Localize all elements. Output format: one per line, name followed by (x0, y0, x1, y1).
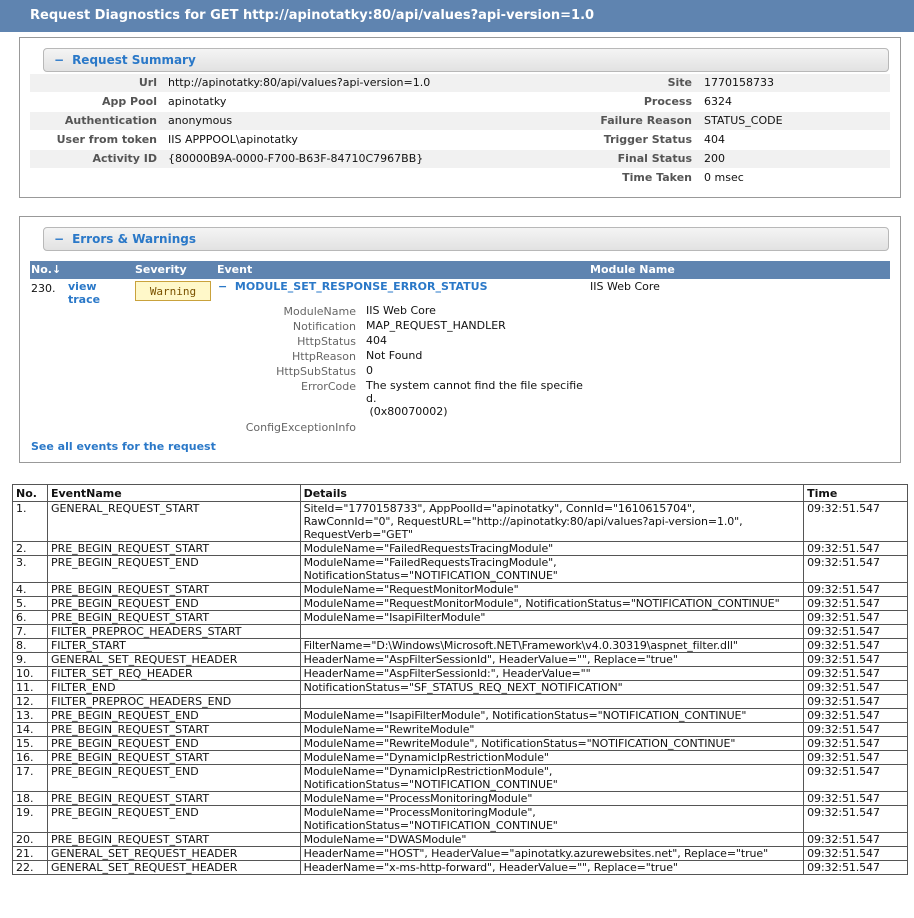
request-summary-header[interactable] (43, 48, 889, 72)
event-name-cell: PRE_BEGIN_REQUEST_START (47, 751, 300, 765)
summary-row-stripe (30, 150, 890, 168)
event-name-cell: FILTER_PREPROC_HEADERS_END (47, 695, 300, 709)
view-trace-line1[interactable]: view (68, 280, 97, 293)
event-time-cell: 09:32:51.547 (804, 556, 908, 583)
event-time-cell: 09:32:51.547 (804, 502, 908, 542)
events-table (12, 484, 908, 875)
error-detail-value (366, 364, 596, 377)
event-no-cell: 22. (13, 861, 48, 875)
event-name-cell: FILTER_PREPROC_HEADERS_START (47, 625, 300, 639)
event-time-cell: 09:32:51.547 (804, 765, 908, 792)
event-name-cell: GENERAL_SET_REQUEST_HEADER (47, 861, 300, 875)
event-details-cell: ModuleName="RequestMonitorModule", NotificationStatus="NOTIFICATION_CONTINUE" (300, 597, 804, 611)
col-event-name: EventName (47, 485, 300, 502)
event-collapse-icon[interactable]: − (218, 280, 228, 293)
table-row (13, 502, 908, 542)
event-no-cell: 13. (13, 709, 48, 723)
table-row (13, 792, 908, 806)
event-time-cell: 09:32:51.547 (804, 653, 908, 667)
summary-label: Final Status (617, 152, 692, 165)
event-no-cell: 2. (13, 542, 48, 556)
event-no-cell: 16. (13, 751, 48, 765)
event-time-cell: 09:32:51.547 (804, 667, 908, 681)
event-no-cell: 3. (13, 556, 48, 583)
errors-warnings-header[interactable] (43, 227, 889, 251)
summary-value: 1770158733 (704, 76, 774, 89)
event-name-cell: PRE_BEGIN_REQUEST_START (47, 792, 300, 806)
event-time-cell: 09:32:51.547 (804, 583, 908, 597)
event-time-cell: 09:32:51.547 (804, 639, 908, 653)
see-all-events-link[interactable]: See all events for the request (31, 440, 216, 453)
summary-value: anonymous (168, 114, 233, 127)
event-details-cell: ModuleName="IsapiFilterModule", NotificationStatus="NOTIFICATION_CONTINUE" (300, 709, 804, 723)
event-details-cell: HeaderName="AspFilterSessionId", HeaderValue="", Replace="true" (300, 653, 804, 667)
summary-label: Failure Reason (600, 114, 692, 127)
events-table-body (13, 502, 908, 875)
event-no-cell: 19. (13, 806, 48, 833)
event-details-cell: ModuleName="FailedRequestsTracingModule" (300, 542, 804, 556)
event-details-cell: ModuleName="IsapiFilterModule" (300, 611, 804, 625)
table-row (13, 556, 908, 583)
event-time-cell: 09:32:51.547 (804, 833, 908, 847)
event-no-cell: 20. (13, 833, 48, 847)
error-detail-value (366, 319, 596, 332)
summary-value: 404 (704, 133, 725, 146)
severity-warning-badge: Warning (135, 281, 211, 301)
page-title: Request Diagnostics for GET http://apinotatky:80/api/values?api-version=1.0 (0, 0, 914, 32)
event-no-cell: 14. (13, 723, 48, 737)
event-no-cell: 6. (13, 611, 48, 625)
errors-table-header (30, 261, 890, 279)
table-row (13, 861, 908, 875)
summary-label: Authentication (64, 114, 157, 127)
error-detail-text: Not Found (366, 349, 423, 362)
event-name-cell: PRE_BEGIN_REQUEST_START (47, 542, 300, 556)
error-detail-text: MAP_REQUEST_HANDLER (366, 319, 506, 332)
event-no-cell: 17. (13, 765, 48, 792)
event-name-cell: FILTER_START (47, 639, 300, 653)
event-no-cell: 10. (13, 667, 48, 681)
table-row (13, 583, 908, 597)
summary-label: Process (643, 95, 692, 108)
col-module-header: Module Name (590, 263, 675, 276)
request-summary-title: Request Summary (72, 53, 196, 67)
event-no-cell: 12. (13, 695, 48, 709)
summary-value: 200 (704, 152, 725, 165)
event-details-cell: ModuleName="DWASModule" (300, 833, 804, 847)
error-detail-label: Notification (292, 320, 356, 333)
request-summary-panel (19, 37, 901, 198)
event-details-cell: FilterName="D:\Windows\Microsoft.NET\Framework\v4.0.30319\aspnet_filter.dll" (300, 639, 804, 653)
table-row (13, 639, 908, 653)
error-detail-text: (0x80070002) (366, 405, 448, 418)
table-row (13, 737, 908, 751)
event-name-cell: PRE_BEGIN_REQUEST_START (47, 723, 300, 737)
event-details-cell: ModuleName="RequestMonitorModule" (300, 583, 804, 597)
error-detail-text: d. (366, 392, 377, 405)
error-detail-value (366, 304, 596, 317)
error-detail-value (366, 349, 596, 362)
summary-label: Trigger Status (603, 133, 692, 146)
event-details-cell: ModuleName="ProcessMonitoringModule" (300, 792, 804, 806)
table-row (13, 806, 908, 833)
col-time: Time (804, 485, 908, 502)
event-details-cell (300, 625, 804, 639)
event-time-cell: 09:32:51.547 (804, 861, 908, 875)
event-no-cell: 7. (13, 625, 48, 639)
event-time-cell: 09:32:51.547 (804, 723, 908, 737)
event-name-cell: PRE_BEGIN_REQUEST_END (47, 806, 300, 833)
summary-label: Time Taken (622, 171, 692, 184)
summary-value: {80000B9A-0000-F700-B63F-84710C7967BB} (168, 152, 424, 165)
table-row (13, 667, 908, 681)
table-row (13, 765, 908, 792)
summary-label: Url (138, 76, 157, 89)
table-row (13, 625, 908, 639)
event-name-cell: PRE_BEGIN_REQUEST_START (47, 611, 300, 625)
event-name-cell: PRE_BEGIN_REQUEST_START (47, 833, 300, 847)
error-detail-label: ErrorCode (301, 380, 356, 393)
event-name-cell: PRE_BEGIN_REQUEST_END (47, 597, 300, 611)
event-time-cell: 09:32:51.547 (804, 737, 908, 751)
error-detail-text: The system cannot find the file specifie (366, 379, 583, 392)
event-details-cell (300, 695, 804, 709)
event-time-cell: 09:32:51.547 (804, 806, 908, 833)
event-no-cell: 15. (13, 737, 48, 751)
summary-value: 0 msec (704, 171, 744, 184)
view-trace-link[interactable] (68, 280, 101, 306)
event-details-cell: HeaderName="x-ms-http-forward", HeaderValue="", Replace="true" (300, 861, 804, 875)
errors-warnings-panel (19, 216, 901, 463)
event-no-cell: 5. (13, 597, 48, 611)
summary-label: User from token (56, 133, 157, 146)
event-no-cell: 8. (13, 639, 48, 653)
event-time-cell: 09:32:51.547 (804, 695, 908, 709)
summary-label: Site (667, 76, 692, 89)
event-name-cell: PRE_BEGIN_REQUEST_END (47, 737, 300, 751)
event-no-cell: 21. (13, 847, 48, 861)
event-name-cell: FILTER_END (47, 681, 300, 695)
event-time-cell: 09:32:51.547 (804, 611, 908, 625)
summary-value: IIS APPPOOL\apinotatky (168, 133, 298, 146)
table-row (13, 695, 908, 709)
table-row (13, 847, 908, 861)
event-time-cell: 09:32:51.547 (804, 709, 908, 723)
summary-value: STATUS_CODE (704, 114, 783, 127)
error-number: 230. (31, 282, 56, 295)
event-time-cell: 09:32:51.547 (804, 625, 908, 639)
error-detail-text: IIS Web Core (366, 304, 436, 317)
summary-label: Activity ID (92, 152, 157, 165)
event-details-cell: ModuleName="FailedRequestsTracingModule", NotificationStatus="NOTIFICATION_CONTINUE" (300, 556, 804, 583)
error-detail-value (366, 334, 596, 347)
event-name-cell: PRE_BEGIN_REQUEST_END (47, 556, 300, 583)
module-name: IIS Web Core (590, 280, 660, 293)
event-name-cell: PRE_BEGIN_REQUEST_START (47, 583, 300, 597)
error-detail-label: HttpSubStatus (276, 365, 356, 378)
error-detail-value (366, 379, 596, 418)
event-no-cell: 11. (13, 681, 48, 695)
event-details-cell: ModuleName="RewriteModule", NotificationStatus="NOTIFICATION_CONTINUE" (300, 737, 804, 751)
event-time-cell: 09:32:51.547 (804, 847, 908, 861)
events-table-header-row (13, 485, 908, 502)
event-name[interactable]: MODULE_SET_RESPONSE_ERROR_STATUS (234, 280, 488, 293)
error-detail-label: HttpReason (292, 350, 356, 363)
summary-value: 6324 (704, 95, 732, 108)
error-detail-label: ConfigExceptionInfo (245, 421, 356, 434)
table-row (13, 751, 908, 765)
event-no-cell: 4. (13, 583, 48, 597)
event-time-cell: 09:32:51.547 (804, 597, 908, 611)
event-details-cell: HeaderName="AspFilterSessionId:", HeaderValue="" (300, 667, 804, 681)
table-row (13, 597, 908, 611)
table-row (13, 709, 908, 723)
event-details-cell: SiteId="1770158733", AppPoolId="apinotatky", ConnId="1610615704", RawConnId="0", RequestURL="http://apinotatky:80/api/values?api-version=1.0", RequestVerb="GET" (300, 502, 804, 542)
view-trace-line2[interactable]: trace (68, 293, 101, 306)
table-row (13, 653, 908, 667)
table-row (13, 833, 908, 847)
event-details-cell: ModuleName="DynamicIpRestrictionModule", NotificationStatus="NOTIFICATION_CONTINUE" (300, 765, 804, 792)
event-name-cell: GENERAL_SET_REQUEST_HEADER (47, 847, 300, 861)
summary-value: http://apinotatky:80/api/values?api-version=1.0 (168, 76, 431, 89)
event-name-cell: GENERAL_REQUEST_START (47, 502, 300, 542)
event-details-cell: ModuleName="DynamicIpRestrictionModule" (300, 751, 804, 765)
col-no-header[interactable]: No.↓ (31, 263, 62, 276)
event-no-cell: 9. (13, 653, 48, 667)
error-detail-label: ModuleName (283, 305, 356, 318)
event-time-cell: 09:32:51.547 (804, 542, 908, 556)
collapse-toggle-icon[interactable]: − (54, 232, 65, 246)
error-detail-label: HttpStatus (297, 335, 356, 348)
event-no-cell: 1. (13, 502, 48, 542)
event-name-cell: FILTER_SET_REQ_HEADER (47, 667, 300, 681)
event-details-cell: HeaderName="HOST", HeaderValue="apinotatky.azurewebsites.net", Replace="true" (300, 847, 804, 861)
event-details-cell: ModuleName="ProcessMonitoringModule", NotificationStatus="NOTIFICATION_CONTINUE" (300, 806, 804, 833)
col-severity-header: Severity (135, 263, 187, 276)
event-no-cell: 18. (13, 792, 48, 806)
col-event-header: Event (217, 263, 253, 276)
col-no: No. (13, 485, 48, 502)
table-row (13, 723, 908, 737)
event-name-link[interactable] (218, 280, 488, 298)
summary-value: apinotatky (168, 95, 227, 108)
event-name-cell: PRE_BEGIN_REQUEST_END (47, 765, 300, 792)
table-row (13, 542, 908, 556)
event-details-cell: ModuleName="RewriteModule" (300, 723, 804, 737)
errors-warnings-title: Errors & Warnings (72, 232, 196, 246)
event-details-cell: NotificationStatus="SF_STATUS_REQ_NEXT_NOTIFICATION" (300, 681, 804, 695)
event-time-cell: 09:32:51.547 (804, 792, 908, 806)
collapse-toggle-icon[interactable]: − (54, 53, 65, 67)
col-details: Details (300, 485, 804, 502)
table-row (13, 681, 908, 695)
event-time-cell: 09:32:51.547 (804, 681, 908, 695)
error-detail-text: 0 (366, 364, 373, 377)
summary-label: App Pool (101, 95, 157, 108)
event-name-cell: PRE_BEGIN_REQUEST_END (47, 709, 300, 723)
event-name-cell: GENERAL_SET_REQUEST_HEADER (47, 653, 300, 667)
table-row (13, 611, 908, 625)
error-detail-text: 404 (366, 334, 387, 347)
event-time-cell: 09:32:51.547 (804, 751, 908, 765)
